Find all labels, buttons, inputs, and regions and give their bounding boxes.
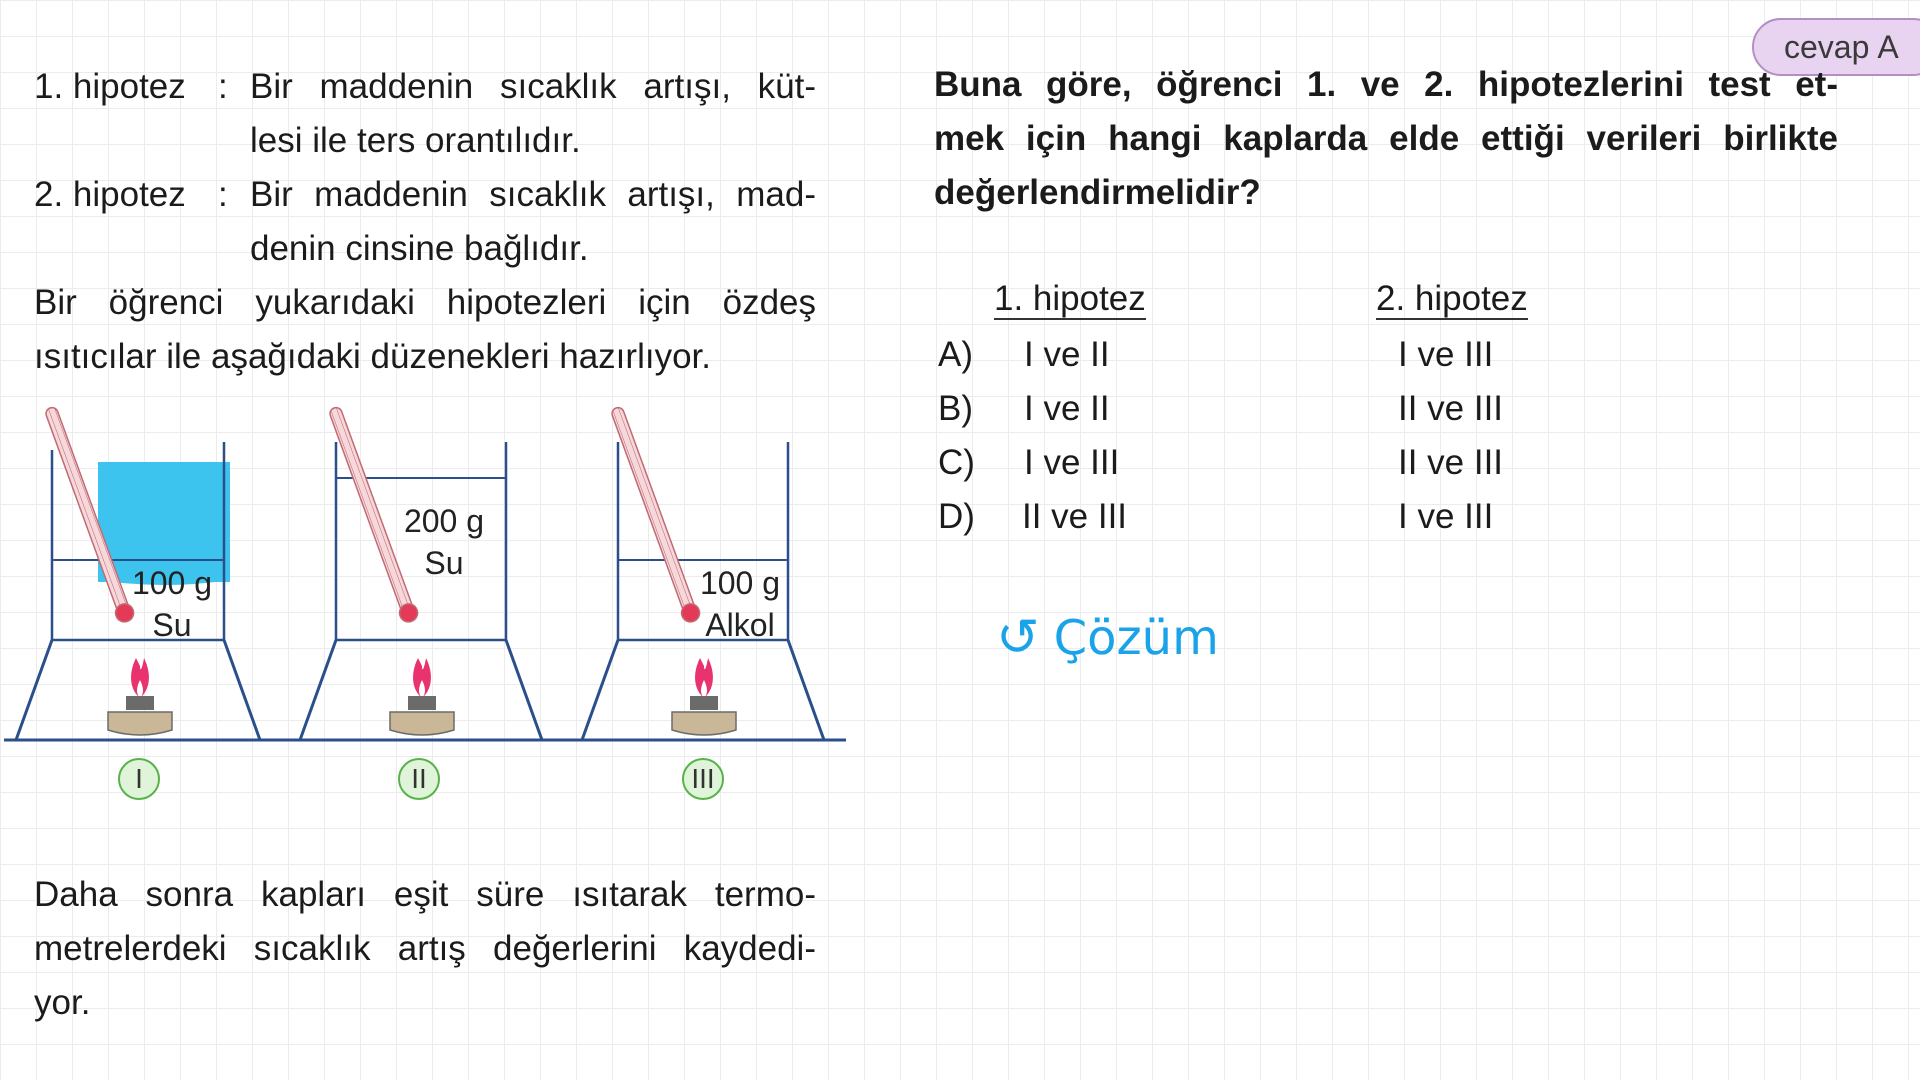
setup-2-id: II	[398, 758, 440, 800]
answer-badge-value: A	[1877, 28, 1899, 65]
setup-3-substance: Alkol	[705, 607, 775, 643]
hypothesis-2-line2: denin cinsine bağlıdır.	[250, 229, 589, 268]
curved-arrow-icon: ↺	[996, 608, 1040, 668]
question-line1: Buna göre, öğrenci 1. ve 2. hipotezlerini test et-	[934, 65, 1838, 104]
option-b-h1: I ve II	[1024, 389, 1110, 428]
options-header-2	[1376, 272, 1528, 326]
option-b-h2: II ve III	[1398, 389, 1504, 428]
hypothesis-1-line1: Bir maddenin sıcaklık artışı, küt-	[250, 67, 816, 106]
option-a-h1: I ve II	[1024, 335, 1110, 374]
setup-3-label	[680, 562, 800, 646]
option-b-letter[interactable]: B)	[938, 389, 973, 428]
hypothesis-2-tag: 2. hipotez	[34, 175, 186, 214]
hypothesis-2-line1: Bir maddenin sıcaklık artışı, mad-	[250, 175, 816, 214]
answer-badge-label: cevap	[1784, 28, 1870, 65]
setup-2-label	[384, 500, 504, 584]
option-c-h1: I ve III	[1024, 443, 1120, 482]
burner	[390, 658, 454, 735]
burner	[672, 658, 736, 735]
options-header-2-text: 2. hipotez	[1376, 279, 1528, 318]
hypothesis-1-tag: 1. hipotez	[34, 67, 186, 106]
option-d-letter[interactable]: D)	[938, 497, 975, 536]
setup-1-id: I	[118, 758, 160, 800]
question-line2: mek için hangi kaplarda elde ettiği verileri birlikte	[934, 119, 1838, 158]
option-d-h1: II ve III	[1022, 497, 1128, 536]
option-d-h2: I ve III	[1398, 497, 1494, 536]
setup-2-substance: Su	[424, 545, 464, 581]
outro-line2: metrelerdeki sıcaklık artış değerlerini kaydedi-	[34, 929, 816, 968]
options-header-1-text: 1. hipotez	[994, 279, 1146, 318]
solution-label-text: Çözüm	[1053, 610, 1219, 666]
option-c-letter[interactable]: C)	[938, 443, 975, 482]
hypothesis-2-colon: :	[218, 175, 228, 214]
outro-line3: yor.	[34, 983, 91, 1022]
intro-line1: Bir öğrenci yukarıdaki hipotezleri için özdeş	[34, 283, 816, 322]
question-line3: değerlendirmelidir?	[934, 173, 1261, 212]
solution-label[interactable]	[996, 608, 1219, 668]
options-header-1	[994, 272, 1146, 326]
hypothesis-1-colon: :	[218, 67, 228, 106]
setup-1-substance: Su	[152, 607, 192, 643]
setup-3-id: III	[682, 758, 724, 800]
outro-line1: Daha sonra kapları eşit süre ısıtarak termo-	[34, 875, 816, 914]
burner	[108, 658, 172, 735]
option-a-h2: I ve III	[1398, 335, 1494, 374]
setup-1-mass: 100 g	[131, 565, 213, 601]
option-a-letter[interactable]: A)	[938, 335, 973, 374]
hypothesis-1-line2: lesi ile ters orantılıdır.	[250, 121, 581, 160]
setup-1-label	[112, 562, 232, 646]
setup-2-mass: 200 g	[403, 503, 485, 539]
setup-3-mass: 100 g	[699, 565, 781, 601]
intro-line2: ısıtıcılar ile aşağıdaki düzenekleri hazırlıyor.	[34, 337, 711, 376]
option-c-h2: II ve III	[1398, 443, 1504, 482]
